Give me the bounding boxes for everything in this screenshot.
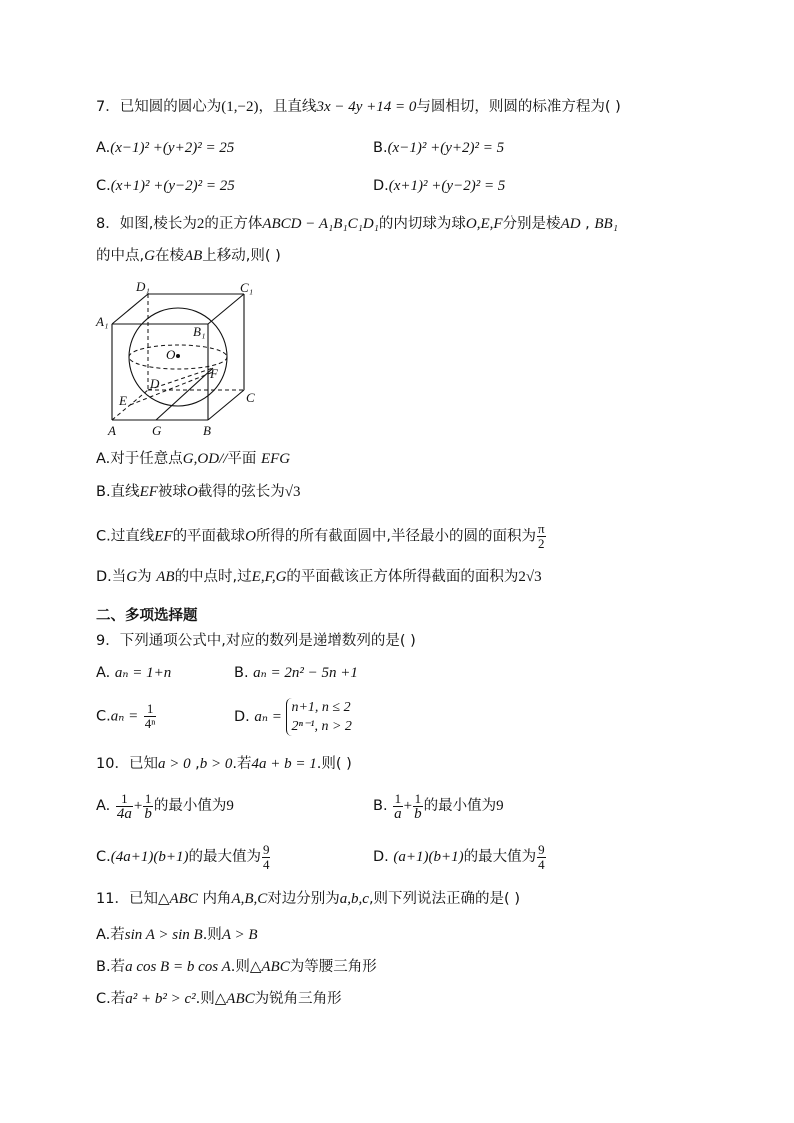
q10-condition: 4a + b = 1 [251,756,317,772]
q9-option-b-label: B. [234,665,249,681]
label-d1: D₁ [136,280,150,294]
q8-cube-name: ABCD − A₁B₁C₁D₁ [262,216,379,232]
q7-stem-end: 与圆相切，则圆的标准方程为( ) [416,99,621,115]
q9-option-b [234,663,358,683]
fraction-numerator: 9 [262,841,270,857]
q10-option-b-value: 9 [496,798,504,814]
q10-option-b-text: 的最小值为 [423,798,497,814]
q8-option-c-math: EF [154,528,173,545]
q9-option-c-label: C. [96,708,111,725]
q8-option-b-math: EF [139,484,158,500]
q10-option-d [373,842,547,872]
q8-option-d-text: 的中点时,过 [174,569,252,585]
q11-stem-text: 内角 [202,891,232,907]
q10-stem [96,754,352,774]
q8-option-d-math: AB [156,569,175,585]
q8-option-d-math: G [126,569,138,585]
fraction-numerator: 1 [414,790,422,806]
q11-option-c-text: .则 [195,991,215,1007]
q7-option-a-label: A. [96,140,111,156]
q11-option-b-text: 为等腰三角形 [289,959,377,975]
q9-option-a-label: A. [96,665,111,681]
q10-stem-text: .若 [232,756,252,772]
label-g: G [152,423,162,438]
q8-stem-line1 [96,214,618,234]
q8-option-b-text: B.直线 [96,484,140,500]
q11-option-b-text: .则 [230,959,250,975]
q8-option-d [96,567,542,587]
q10-option-a-label: A. [96,798,111,814]
q11-option-a-math: A > B [221,927,258,943]
q7-stem [96,97,621,117]
q11-option-a-text: A.若 [96,927,125,943]
fraction-denominator: 2 [538,536,545,551]
label-b1: B₁ [193,324,206,339]
q8-option-d-text: 为 [137,569,152,585]
q7-option-a [96,138,234,158]
label-f: F [210,366,218,381]
fraction-numerator: 1 [144,702,157,717]
q8-option-a-math: OD// [197,451,228,467]
q9-option-b-eq: aₙ = 2n² − 5n +1 [253,665,358,681]
q8-option-a-text: A.对于任意点 [96,451,183,467]
q8-option-d-math: E,F,G [251,569,287,585]
fraction-denominator: 4 [538,856,545,872]
q9-option-d-label: D. [234,709,250,725]
q8-option-b-value: √3 [284,484,301,500]
q8-option-c-math: O [245,528,256,545]
q11-option-a [96,925,258,945]
q11-stem-text: ,则下列说法正确的是( ) [368,891,520,907]
q10-option-c-expr: (4a+1)(b+1) [110,849,189,865]
q9-option-d-lhs: aₙ = [254,709,282,725]
q7-option-a-eq: (x−1)² +(y+2)² = 25 [110,140,235,156]
q7-option-b-eq: (x−1)² +(y+2)² = 5 [387,140,505,156]
fraction-denominator: b [144,805,152,822]
q8-option-d-text: D.当 [96,569,127,585]
q10-option-b-frac1 [393,792,403,821]
q8-edge-ad: AD [560,216,581,232]
q10-option-b-label: B. [373,798,388,814]
q11-sides: a,b,c [339,891,369,907]
q8-stem-text: 上移动,则( ) [202,248,281,264]
fraction-denominator: a [394,805,402,822]
q8-option-b [96,482,300,502]
q7-option-d-label: D. [373,178,389,194]
q8-stem-text: 在棱 [154,248,184,264]
q10-option-b-frac2 [413,792,423,821]
fraction-denominator: 4a [116,805,132,822]
label-c: C [246,390,255,405]
q11-angles: A,B,C [231,891,268,907]
q7-option-b [373,138,504,158]
q8-edge-ab: AB [183,248,203,264]
q8-stem-line2 [96,246,281,266]
q10-option-b [373,791,504,821]
q10-stem-text: 10．已知 [96,756,158,772]
q7-option-c-eq: (x+1)² +(y−2)² = 25 [110,178,235,194]
q10-option-d-text: 的最大值为 [463,849,537,865]
q7-option-d-eq: (x+1)² +(y−2)² = 5 [388,178,506,194]
q8-stem-text: 的中点, [96,248,145,264]
q7-stem-text: 7．已知圆的圆心为 [96,99,222,115]
q8-option-d-text: 的平面截该正方体所得截面的面积为 [286,569,519,585]
fraction-denominator: 4ⁿ [144,716,156,731]
label-d: D [150,376,160,391]
q7-option-c-label: C. [96,178,111,194]
q10-option-c-text: 的最大值为 [188,849,261,865]
fraction-denominator: 4 [262,856,270,872]
q9-option-a-eq: aₙ = 1+n [114,665,172,681]
q8-option-c-text: 的平面截球 [172,528,246,545]
q11-option-b [96,957,377,977]
plus-sign: + [403,798,413,814]
q8-option-b-text: 截得的弦长为 [197,484,285,500]
q10-condition: a > 0 [157,756,191,772]
q8-option-a-math: G, [182,451,198,467]
q10-option-a-frac2 [143,792,153,821]
q8-option-a-text: 平面 [227,451,257,467]
q9-option-c [96,702,157,731]
case-line-1: n+1, n ≤ 2 [291,700,351,715]
q11-triangle: △ABC [157,891,198,907]
cube-sphere-figure [92,280,267,438]
q10-option-d-fraction [537,843,546,872]
q8-option-a [96,449,290,469]
case-line-2: 2ⁿ⁻¹, n > 2 [291,719,352,734]
fraction-numerator: π [538,521,545,536]
q10-option-a-frac1 [116,792,133,821]
q8-option-b-math: O [186,484,198,500]
q7-center: (1,−2) [221,99,259,115]
q10-option-d-expr: (a+1)(b+1) [393,849,464,865]
q8-stem-text: 8．如图,棱长为 [96,216,197,232]
q11-stem-text: 11．已知 [96,891,158,907]
q9-option-c-fraction [144,702,157,731]
q7-option-d [373,176,505,196]
q11-option-c-math: △ABC [214,991,255,1007]
q11-option-a-math: sin A > sin B [124,927,203,943]
q9-option-c-lhs: aₙ = [110,708,139,725]
q10-option-d-label: D. [373,849,389,865]
q11-option-a-text: .则 [202,927,222,943]
label-c1: C₁ [240,280,254,295]
q8-option-d-value: 2√3 [518,569,542,585]
q8-option-c [96,522,547,551]
section-header: 二、多项选择题 [96,608,198,624]
q10-condition: b > 0 [199,756,233,772]
q9-option-d-cases [286,698,351,736]
q11-option-c-text: C.若 [96,991,126,1007]
q10-option-c-label: C. [96,849,111,865]
q8-points: O,E,F [465,216,503,232]
q11-option-b-math: △ABC [249,959,290,975]
q11-option-c-math: a² + b² > c² [125,991,196,1007]
q8-option-c-fraction [537,522,546,551]
q10-option-c [96,842,271,872]
q11-stem [96,889,520,909]
fraction-numerator: 9 [538,841,545,857]
q10-option-a-value: 9 [226,798,234,814]
q9-option-d [234,698,352,736]
q7-option-b-label: B. [373,140,388,156]
q8-option-c-text: C.过直线 [96,528,155,545]
q8-option-a-math: EFG [260,451,291,467]
fraction-numerator: 1 [394,790,402,806]
label-a1: A₁ [96,314,109,329]
q7-option-c [96,176,235,196]
fraction-denominator: b [414,805,422,822]
q11-option-c [96,989,342,1009]
q10-separator: , [190,756,200,772]
q9-stem: 9．下列通项公式中,对应的数列是递增数列的是( ) [96,633,416,649]
label-b: B [203,423,211,438]
label-a: A [108,423,116,438]
q8-option-b-text: 被球 [157,484,187,500]
q8-option-c-text: 所得的所有截面圆中,半径最小的圆的面积为 [255,528,537,545]
q10-stem-text: .则( ) [316,756,352,772]
q8-stem-text: 分别是棱 [502,216,561,232]
q8-separator: , [580,216,595,232]
fraction-numerator: 1 [144,790,152,806]
q10-option-a [96,791,234,821]
q7-stem-mid: ，且直线 [258,99,317,115]
q8-stem-text: 的内切球为球 [378,216,466,232]
q11-stem-text: 对边分别为 [267,891,340,907]
q7-line-equation: 3x − 4y +14 = 0 [316,99,417,115]
label-e: E [119,393,127,408]
q11-option-b-math: a cos B = b cos A [125,959,231,975]
q8-edge-bb1: BB₁ [594,216,618,232]
q10-option-c-fraction [262,843,271,872]
plus-sign: + [133,798,143,814]
q11-option-b-text: B.若 [96,959,126,975]
fraction-numerator: 1 [116,792,133,807]
q10-option-a-text: 的最小值为 [153,798,227,814]
label-o: O [166,347,176,362]
q8-point-g: G [144,248,155,264]
q11-option-c-text: 为锐角三角形 [254,991,342,1007]
q8-stem-text: 的正方体 [204,216,263,232]
q9-option-a [96,663,171,683]
q8-edge-length: 2 [196,216,205,232]
